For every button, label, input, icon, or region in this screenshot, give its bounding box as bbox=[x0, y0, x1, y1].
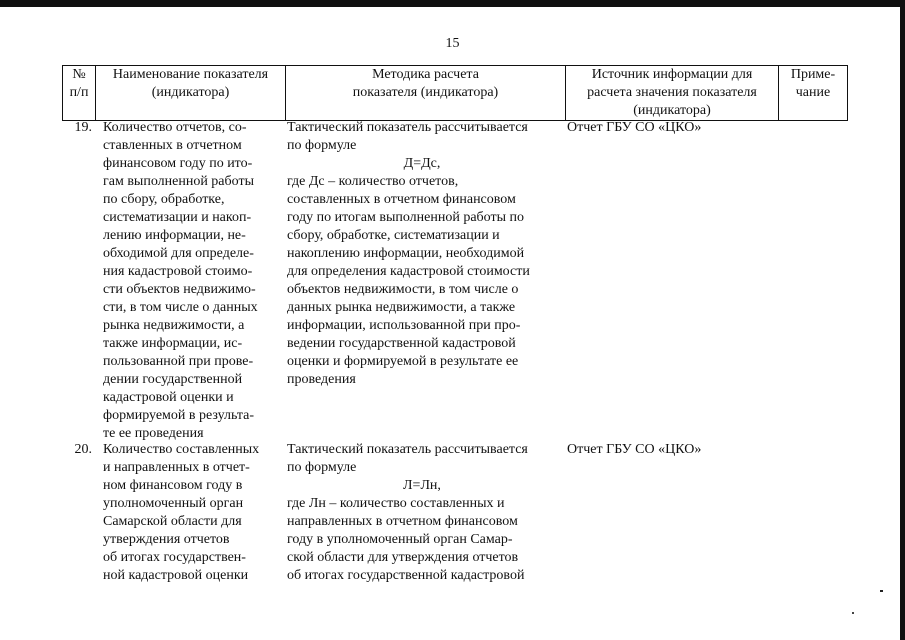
scan-speck bbox=[852, 612, 854, 614]
calculation-method: Тактический показатель рассчитывается по формуле Д=Дс, где Дс – количество отчетов, составленных в отчетном финансовом году по итогам выполненной работы по сбору, обработке, систематизации и накоплению информации, необходимой для определения кадастровой стоимости объектов недвижимости, в том числе о данных рынка недвижимости, а также информации, использованной при про- ведении государственной кадастровой оценки и формируемой в результате ее проведения bbox=[287, 119, 557, 389]
indicator-name: Количество отчетов, со- ставленных в отчетном финансовом году по ито- гам выполненной работы по сбору, обработке, систематизации и накоп- лению информации, не- обходимой для определе- ния кадастровой стоимо- сти объектов недвижимо- сти, в том числе о данных рынка недвижимости, а также информации, ис- пользованной при прове- дении государственной кадастровой оценки и формируемой в результа- те ее проведения bbox=[103, 120, 258, 441]
scan-top-border bbox=[0, 0, 905, 7]
header-name: Наименование показателя (индикатора) bbox=[95, 66, 285, 120]
header-method: Методика расчета показателя (индикатора) bbox=[285, 66, 565, 120]
header-num: № п/п bbox=[62, 66, 95, 120]
information-source: Отчет ГБУ СО «ЦКО» bbox=[567, 442, 702, 457]
table-header bbox=[62, 65, 848, 121]
scan-right-border bbox=[900, 0, 905, 640]
page-number: 15 bbox=[445, 36, 460, 51]
row-number: 19. bbox=[74, 120, 92, 135]
information-source: Отчет ГБУ СО «ЦКО» bbox=[567, 120, 702, 135]
indicator-name: Количество составленных и направленных в отчет- ном финансовом году в уполномоченный орган Самарской области для утверждения отчетов об итогах государствен- ной кадастровой оценки bbox=[103, 442, 260, 583]
formula: Л=Лн, bbox=[403, 478, 441, 493]
header-note: Приме- чание bbox=[778, 66, 848, 120]
scan-speck bbox=[880, 590, 883, 592]
row-number: 20. bbox=[74, 442, 92, 457]
header-source: Источник информации для расчета значения показателя (индикатора) bbox=[565, 66, 778, 120]
calculation-method: Тактический показатель рассчитывается по формуле Л=Лн, где Лн – количество составленных и направленных в отчетном финансовом году в уполномоченный орган Самар- ской области для утверждения отчетов об итогах государственной кадастровой bbox=[287, 441, 557, 585]
formula: Д=Дс, bbox=[403, 156, 441, 171]
